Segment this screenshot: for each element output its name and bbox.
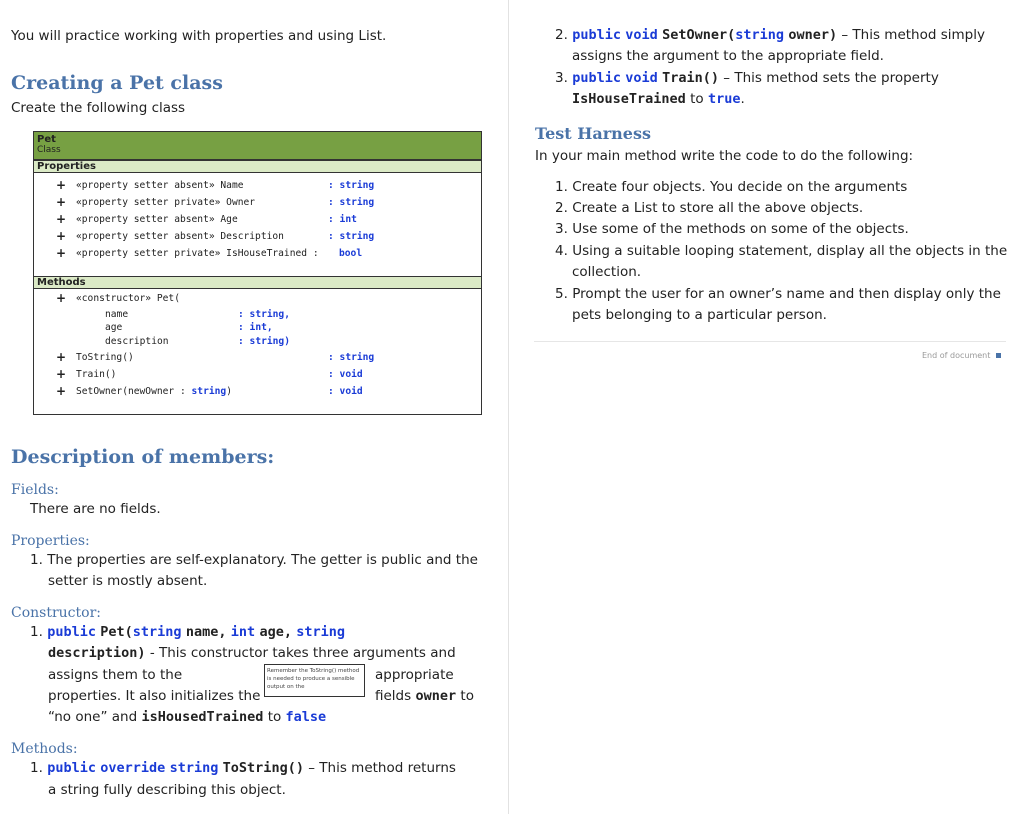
- uml-method-setowner: [76, 386, 232, 397]
- uml-method-type: : string: [328, 352, 375, 363]
- uml-ctor-param-name: name: [105, 309, 129, 320]
- uml-method-type: : void: [328, 369, 363, 380]
- kw-string: string: [132, 624, 182, 640]
- list-number: 4.: [555, 243, 568, 259]
- left-column: [0, 0, 508, 814]
- step-1: [555, 177, 907, 198]
- code-ishousetrained: IsHouseTrained: [572, 91, 686, 107]
- uml-class-name: Pet: [37, 134, 56, 145]
- step-text: Prompt the user for an owner’s name and then display only the: [572, 286, 1001, 302]
- uml-methods-label: Methods: [34, 276, 481, 289]
- kw-public: public: [572, 70, 621, 86]
- constructor-line5: [48, 707, 326, 728]
- uml-properties-label: Properties: [34, 160, 481, 173]
- no-one-text: “no one” and: [48, 709, 138, 725]
- code-tostring: ToString(): [222, 760, 304, 776]
- uml-method-type: : void: [328, 386, 363, 397]
- list-number: 1.: [30, 624, 43, 640]
- constructor-line3b: appropriate: [375, 667, 454, 683]
- uml-prop-type: : string: [328, 180, 375, 191]
- code-age: age,: [259, 624, 292, 640]
- to-word: to: [460, 688, 474, 704]
- methods-label: Methods:: [11, 741, 78, 757]
- step-3: [555, 219, 909, 240]
- kw-true: true: [707, 91, 741, 107]
- uml-method-sign: +: [56, 384, 67, 398]
- step-text: Use some of the methods on some of the objects.: [572, 221, 909, 237]
- end-square-icon: [996, 353, 1001, 358]
- list-number: 2.: [555, 200, 568, 216]
- uml-method-sign: +: [56, 350, 67, 364]
- code-description: description): [48, 645, 146, 661]
- test-harness-heading: Test Harness: [535, 124, 651, 143]
- method2-line1: [555, 25, 985, 46]
- list-number: 3.: [555, 70, 568, 86]
- step-5: [555, 284, 1001, 305]
- fields-text: There are no fields.: [30, 501, 161, 517]
- fields-word: fields: [375, 688, 412, 704]
- uml-prop-owner: «property setter private» Owner: [76, 197, 256, 208]
- step-5-line2: pets belonging to a particular person.: [572, 307, 827, 323]
- uml-prop-ishousetrained: «property setter private» IsHouseTrained :: [76, 248, 319, 259]
- code-setowner: SetOwner(: [662, 27, 736, 43]
- uml-setowner-text: SetOwner(newOwner :: [76, 386, 192, 397]
- method1-line1: [30, 758, 456, 779]
- constructor-line4b: [375, 686, 474, 707]
- code-name: name,: [185, 624, 227, 640]
- kw-void: void: [625, 70, 658, 86]
- method3-line1: [555, 68, 939, 89]
- period: .: [740, 91, 745, 107]
- code-ishousedtrained: isHousedTrained: [141, 709, 264, 725]
- code-owner: owner: [415, 688, 457, 704]
- constructor-line1: [30, 622, 345, 643]
- kw-public: public: [47, 760, 96, 776]
- method2-line2: assigns the argument to the appropriate field.: [572, 48, 884, 64]
- kw-string: string: [296, 624, 346, 640]
- uml-prop-type: : string: [328, 197, 375, 208]
- method1-text: – This method returns: [308, 760, 456, 776]
- to-word: to: [267, 709, 282, 725]
- to-word: to: [690, 91, 704, 107]
- uml-ctor-param-name: age: [105, 322, 123, 333]
- step-text: Create a List to store all the above objects.: [572, 200, 864, 216]
- uml-ctor-param-type: : string,: [238, 309, 290, 320]
- uml-method-sign: +: [56, 367, 67, 381]
- uml-prop-description: «property setter absent» Description: [76, 231, 284, 242]
- uml-method-tostring: ToString(): [76, 352, 134, 363]
- method1-line2: a string fully describing this object.: [48, 782, 286, 798]
- uml-prop-sign: +: [56, 246, 67, 260]
- constructor-line2: [48, 643, 456, 664]
- list-number: 2.: [555, 27, 568, 43]
- code-pet: Pet(: [100, 624, 133, 640]
- uml-ctor-param-type: : string): [238, 336, 290, 347]
- step-text: Create four objects. You decide on the arguments: [572, 179, 908, 195]
- end-of-document: [922, 351, 1001, 360]
- uml-prop-sign: +: [56, 212, 67, 226]
- list-number: 3.: [555, 221, 568, 237]
- method2-text: – This method simply: [841, 27, 985, 43]
- uml-class-stereotype: Class: [37, 145, 61, 155]
- end-divider: [534, 341, 1006, 342]
- create-class-subtitle: Create the following class: [11, 100, 186, 116]
- properties-label: Properties:: [11, 533, 90, 549]
- list-number: 5.: [555, 286, 568, 302]
- comment-callout: Remember the ToString() method is needed to produce a sensible output on the: [264, 664, 365, 697]
- method3-line2: [572, 89, 745, 110]
- description-heading: Description of members:: [11, 446, 275, 468]
- step-4: [555, 241, 1007, 262]
- kw-void: void: [625, 27, 658, 43]
- creating-pet-class-heading: Creating a Pet class: [11, 72, 223, 94]
- uml-prop-type: : string: [328, 231, 375, 242]
- constructor-line4a: properties. It also initializes the: [48, 688, 261, 704]
- properties-line1: The properties are self-explanatory. The getter is public and the: [47, 552, 478, 568]
- uml-setowner-close: ): [226, 386, 232, 397]
- uml-ctor-sign: +: [56, 291, 67, 305]
- uml-method-train: Train(): [76, 369, 117, 380]
- intro-text: You will practice working with properties and using List.: [11, 28, 387, 44]
- constructor-label: Constructor:: [11, 605, 101, 621]
- uml-class-diagram: [33, 131, 482, 415]
- list-number: 1.: [30, 552, 43, 568]
- uml-class-header: [34, 132, 481, 160]
- kw-public: public: [47, 624, 96, 640]
- uml-prop-sign: +: [56, 229, 67, 243]
- step-2: [555, 198, 863, 219]
- constructor-line2-text: - This constructor takes three arguments and: [149, 645, 456, 661]
- end-of-document-text: End of document: [922, 351, 991, 360]
- kw-override: override: [100, 760, 166, 776]
- kw-false: false: [285, 709, 327, 725]
- right-column: [508, 0, 1024, 814]
- kw-string: string: [735, 27, 785, 43]
- uml-prop-age: «property setter absent» Age: [76, 214, 238, 225]
- harness-intro: In your main method write the code to do the following:: [535, 148, 914, 164]
- uml-prop-type: : int: [328, 214, 357, 225]
- fields-label: Fields:: [11, 482, 59, 498]
- uml-ctor-param-name: description: [105, 336, 169, 347]
- step-4-line2: collection.: [572, 264, 642, 280]
- uml-setowner-param-type: string: [191, 386, 227, 397]
- uml-ctor-param-type: : int,: [238, 322, 273, 333]
- uml-prop-name: «property setter absent» Name: [76, 180, 244, 191]
- step-text: Using a suitable looping statement, display all the objects in the: [572, 243, 1008, 259]
- uml-prop-type: bool: [339, 248, 363, 259]
- method3-text: – This method sets the property: [723, 70, 939, 86]
- kw-int: int: [230, 624, 256, 640]
- properties-item-1: [30, 550, 478, 571]
- properties-line2: setter is mostly absent.: [48, 573, 208, 589]
- code-owner: owner): [788, 27, 838, 43]
- uml-prop-sign: +: [56, 178, 67, 192]
- uml-constructor: «constructor» Pet(: [76, 293, 180, 304]
- kw-public: public: [572, 27, 621, 43]
- list-number: 1.: [555, 179, 568, 195]
- list-number: 1.: [30, 760, 43, 776]
- kw-string: string: [169, 760, 219, 776]
- code-train: Train(): [662, 70, 719, 86]
- uml-prop-sign: +: [56, 195, 67, 209]
- constructor-line3a: assigns them to the: [48, 667, 183, 683]
